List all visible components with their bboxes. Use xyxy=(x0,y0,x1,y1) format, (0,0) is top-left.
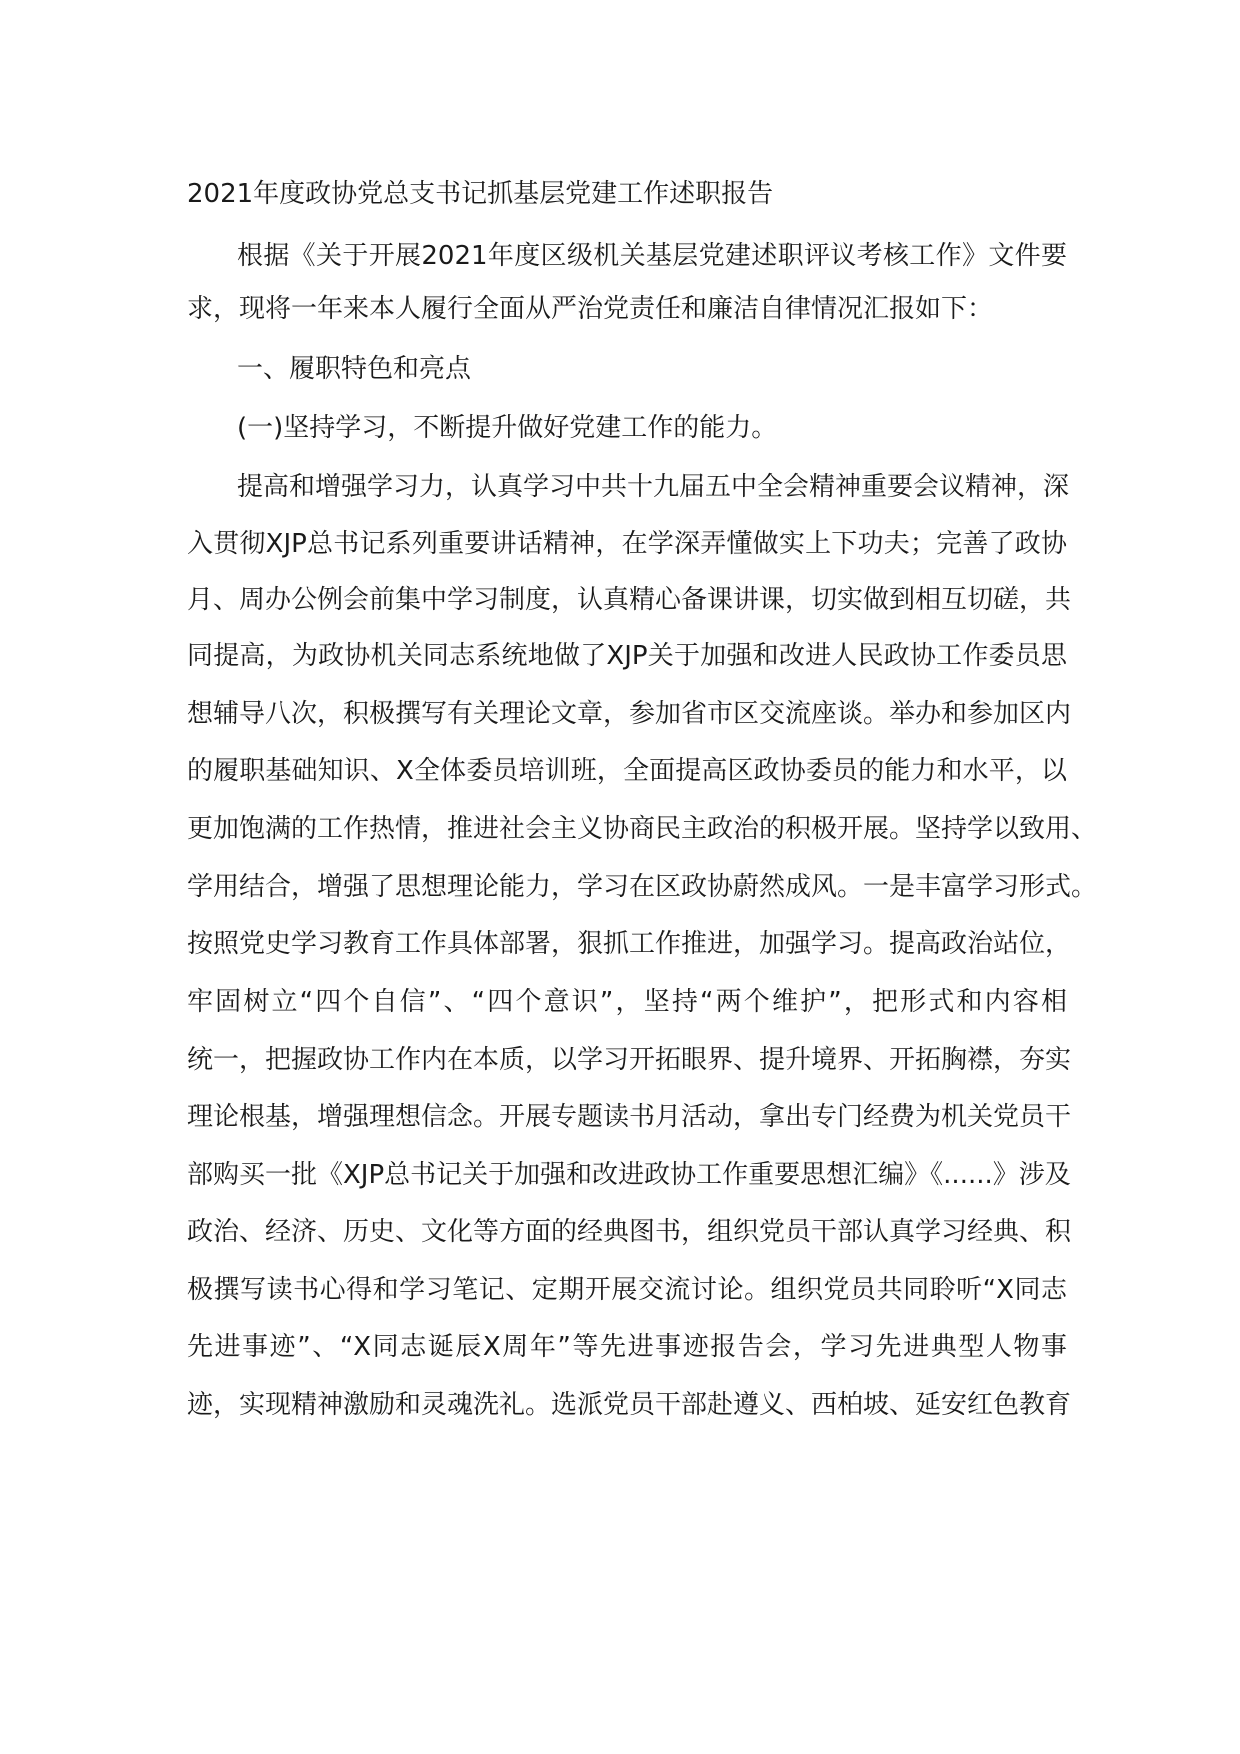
paragraph-line: 部购买一批《XJP总书记关于加强和改进政协工作重要思想汇编》《......》涉及 xyxy=(187,1160,1071,1190)
paragraph-line: 理论根基，增强理想信念。开展专题读书月活动，拿出专门经费为机关党员干 xyxy=(187,1102,1072,1132)
paragraph-line: 学用结合，增强了思想理论能力，学习在区政协蔚然成风。一是丰富学习形式。 xyxy=(187,872,1098,902)
paragraph-line: 极撰写读书心得和学习笔记、定期开展交流讨论。组织党员共同聆听“X同志 xyxy=(187,1275,1067,1305)
paragraph-line: 统一，把握政协工作内在本质，以学习开拓眼界、提升境界、开拓胸襟，夯实 xyxy=(187,1045,1072,1075)
section-heading: 一、履职特色和亮点 xyxy=(237,354,472,384)
paragraph-line: 更加饱满的工作热情，推进社会主义协商民主政治的积极开展。坚持学以致用、 xyxy=(187,814,1098,844)
paragraph-line: 迹，实现精神激励和灵魂洗礼。选派党员干部赴遵义、西柏坡、延安红色教育 xyxy=(187,1390,1072,1420)
paragraph-line: 月、周办公例会前集中学习制度，认真精心备课讲课，切实做到相互切磋，共 xyxy=(187,585,1072,615)
paragraph-line: 根据《关于开展2021年度区级机关基层党建述职评议考核工作》文件要 xyxy=(237,241,1067,271)
paragraph-line: 求，现将一年来本人履行全面从严治党责任和廉洁自律情况汇报如下： xyxy=(187,294,994,324)
paragraph-line: 想辅导八次，积极撰写有关理论文章，参加省市区交流座谈。举办和参加区内 xyxy=(187,699,1072,729)
paragraph-line: 按照党史学习教育工作具体部署，狠抓工作推进，加强学习。提高政治站位， xyxy=(187,929,1072,959)
paragraph-line: 的履职基础知识、X全体委员培训班，全面提高区政协委员的能力和水平，以 xyxy=(187,756,1067,786)
paragraph-line: 先进事迹”、“X同志诞辰X周年”等先进事迹报告会，学习先进典型人物事 xyxy=(187,1332,1067,1362)
subsection-heading: (一)坚持学习，不断提升做好党建工作的能力。 xyxy=(237,413,778,443)
paragraph-line: 政治、经济、历史、文化等方面的经典图书，组织党员干部认真学习经典、积 xyxy=(187,1217,1072,1247)
paragraph-line: 提高和增强学习力，认真学习中共十九届五中全会精神重要会议精神，深 xyxy=(237,472,1070,502)
document-title: 2021年度政协党总支书记抓基层党建工作述职报告 xyxy=(187,179,774,209)
paragraph-line: 牢固树立“四个自信”、“四个意识”，坚持“两个维护”，把形式和内容相 xyxy=(187,987,1067,1017)
paragraph-line: 入贯彻XJP总书记系列重要讲话精神，在学深弄懂做实上下功夫；完善了政协 xyxy=(187,529,1067,559)
paragraph-line: 同提高，为政协机关同志系统地做了XJP关于加强和改进人民政协工作委员思 xyxy=(187,641,1067,671)
